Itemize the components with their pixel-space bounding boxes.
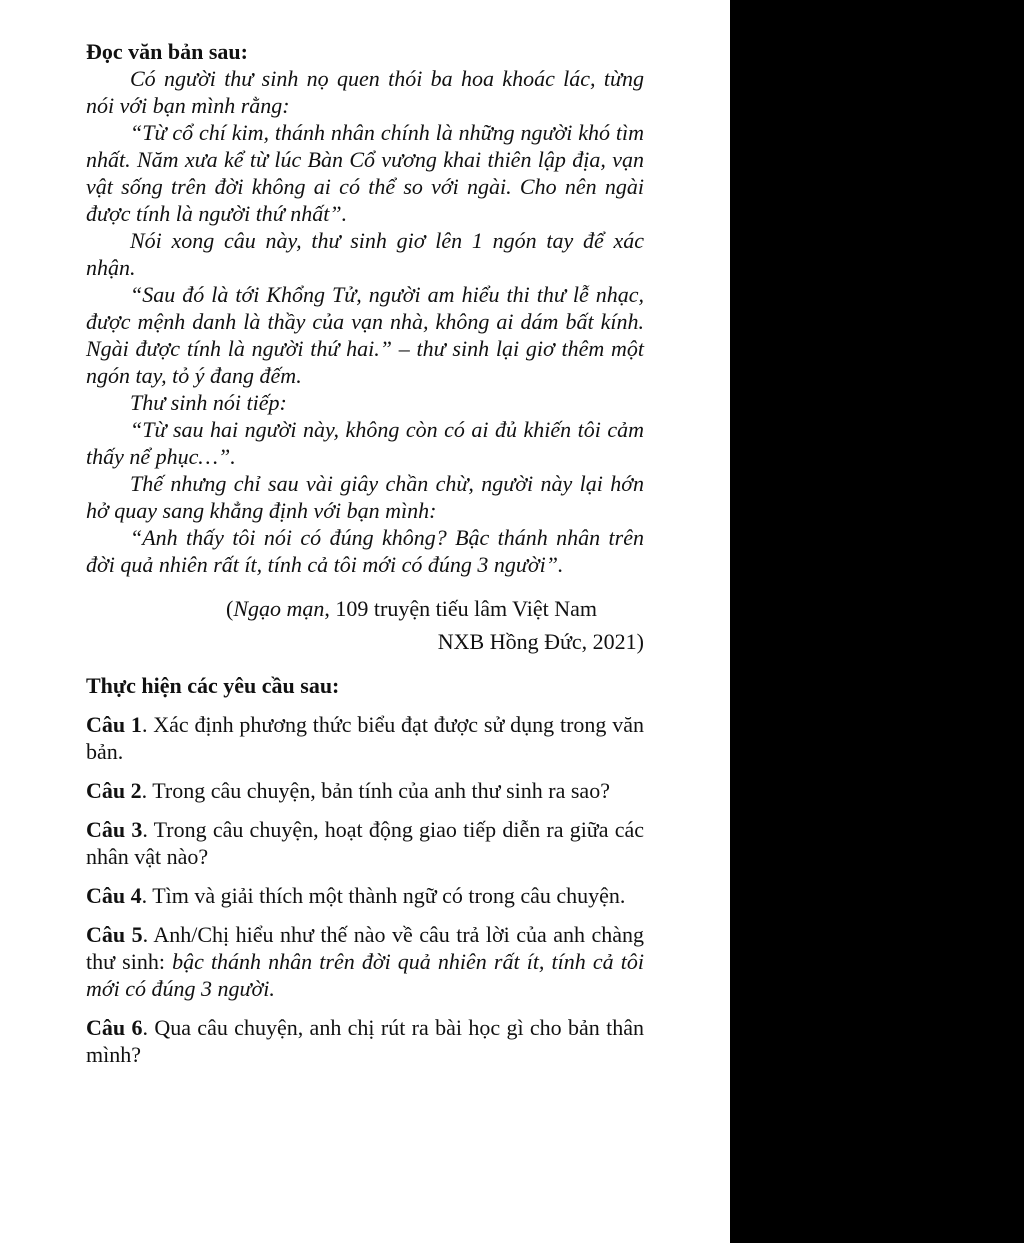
passage-paragraph-8: “Anh thấy tôi nói có đúng không? Bậc thánh nhân trên đời quả nhiên rất ít, tính cả tôi mới có đúng 3 người”. [86, 525, 644, 577]
read-text-heading: Đọc văn bản sau: [86, 39, 248, 64]
question-5-text: . Anh/Chị hiểu như thế nào về câu trả lời của anh chàng thư sinh: [86, 922, 644, 974]
source-publisher: NXB Hồng Đức, 2021) [437, 629, 644, 654]
instructions-heading: Thực hiện các yêu cầu sau: [86, 673, 340, 698]
question-2-label: Câu 2 [86, 778, 142, 803]
question-2 [86, 777, 644, 804]
passage-paragraph-2: “Từ cổ chí kim, thánh nhân chính là những người khó tìm nhất. Năm xưa kể từ lúc Bàn Cổ vương khai thiên lập địa, vạn vật sống trên đời không ai có thể so với ngài. Cho nên ngài được tính là người thứ nhất”. [86, 120, 644, 226]
question-5-label: Câu 5 [86, 922, 143, 947]
document-page [86, 38, 644, 1068]
passage-paragraph-3: Nói xong câu này, thư sinh giơ lên 1 ngón tay để xác nhận. [86, 228, 644, 280]
question-5 [86, 921, 644, 1002]
question-3 [86, 816, 644, 870]
question-4-text: . Tìm và giải thích một thành ngữ có trong câu chuyện. [141, 883, 626, 908]
source-title: Ngạo mạn [233, 596, 325, 621]
source-citation [86, 592, 644, 658]
question-1-text: . Xác định phương thức biểu đạt được sử dụng trong văn bản. [86, 712, 644, 764]
question-1-label: Câu 1 [86, 712, 142, 737]
question-2-text: . Trong câu chuyện, bản tính của anh thư sinh ra sao? [141, 778, 610, 803]
passage-paragraph-7: Thế nhưng chỉ sau vài giây chần chừ, người này lại hớn hở quay sang khẳng định với bạn mình: [86, 471, 644, 523]
passage-paragraph-4: “Sau đó là tới Khổng Tử, người am hiểu thi thư lễ nhạc, được mệnh danh là thầy của vạn nhà, không ai dám bất kính. Ngài được tính là người thứ hai.” – thư sinh lại giơ thêm một ngón tay, tỏ ý đang đếm. [86, 282, 644, 388]
source-collection: , 109 truyện tiếu lâm Việt Nam [324, 596, 597, 621]
passage-paragraph-1: Có người thư sinh nọ quen thói ba hoa khoác lác, từng nói với bạn mình rằng: [86, 66, 644, 118]
question-5-quote: bậc thánh nhân trên đời quả nhiên rất ít, tính cả tôi mới có đúng 3 người. [86, 949, 644, 1001]
question-1 [86, 711, 644, 765]
question-4-label: Câu 4 [86, 883, 142, 908]
question-4 [86, 882, 644, 909]
question-6-text: . Qua câu chuyện, anh chị rút ra bài học gì cho bản thân mình? [86, 1015, 644, 1067]
passage-paragraph-6: “Từ sau hai người này, không còn có ai đủ khiến tôi cảm thấy nể phục…”. [86, 417, 644, 469]
source-line-1 [86, 592, 644, 625]
question-3-text: . Trong câu chuyện, hoạt động giao tiếp diễn ra giữa các nhân vật nào? [86, 817, 644, 869]
right-black-band [730, 0, 1024, 1243]
story-passage [86, 65, 644, 578]
source-open-paren: ( [226, 596, 234, 621]
question-list [86, 711, 644, 1068]
question-6-label: Câu 6 [86, 1015, 143, 1040]
passage-paragraph-5: Thư sinh nói tiếp: [130, 390, 287, 415]
question-6 [86, 1014, 644, 1068]
question-3-label: Câu 3 [86, 817, 143, 842]
